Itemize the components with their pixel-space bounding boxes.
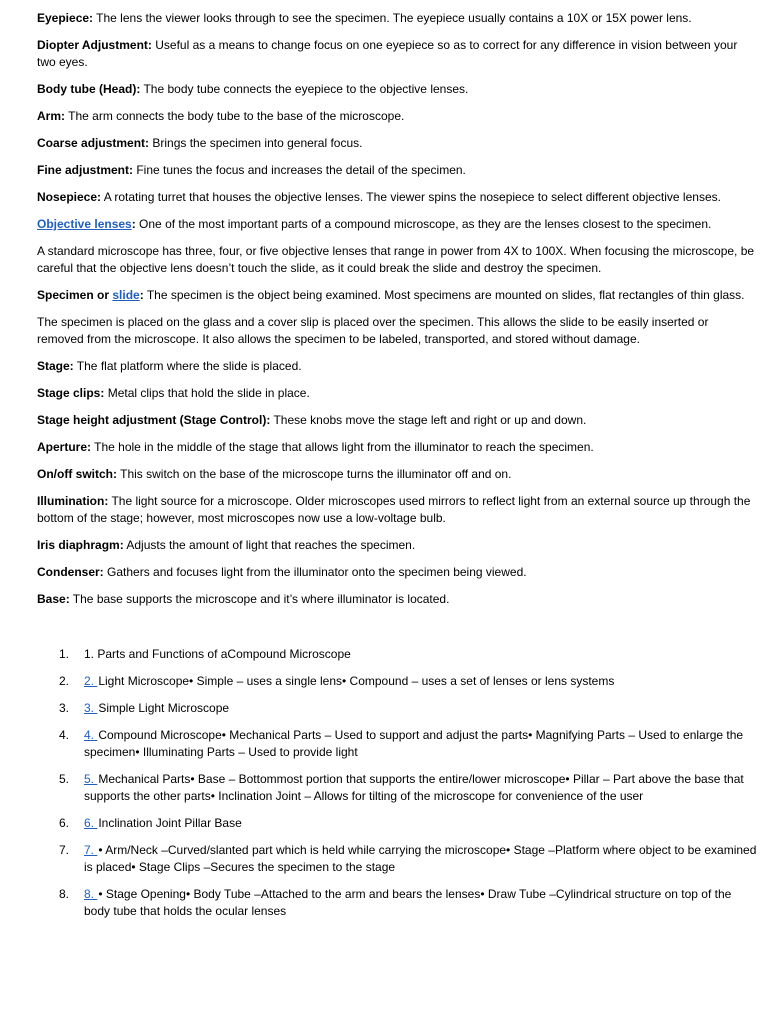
list-item (37, 727, 758, 761)
list-number: 2. (59, 674, 70, 688)
glossary-entry-fine-adjustment (37, 162, 758, 179)
slide-link-7[interactable]: 7. (84, 843, 98, 857)
glossary-entry-diopter (37, 37, 758, 71)
list-item-text: Light Microscope• Simple – uses a single lens• Compound – uses a set of lenses or lens systems (98, 674, 615, 688)
specimen-placement-paragraph: The specimen is placed on the glass and a cover slip is placed over the specimen. This allows the slide to be easily inserted or removed from the microscope. It also allows the specimen to be labeled, transported, and stored without damage. (37, 315, 709, 346)
list-item-text: Simple Light Microscope (98, 701, 230, 715)
glossary-term: Coarse adjustment: (37, 136, 150, 150)
glossary-entry-objective-lenses (37, 216, 758, 233)
glossary-definition: Useful as a means to change focus on one eyepiece so as to correct for any difference in vision between your two eyes. (37, 38, 738, 69)
glossary-definition: The body tube connects the eyepiece to the objective lenses. (140, 82, 469, 96)
list-item (37, 886, 758, 920)
list-item (37, 646, 758, 663)
glossary-term-colon: : (139, 288, 144, 302)
glossary-entry-specimen (37, 287, 758, 304)
slide-link-5[interactable]: 5. (84, 772, 98, 786)
list-item-text: 1. Parts and Functions of aCompound Microscope (84, 647, 351, 661)
glossary-definition: These knobs move the stage left and right or up and down. (270, 413, 587, 427)
glossary-term: Aperture: (37, 440, 92, 454)
glossary-definition: The lens the viewer looks through to see the specimen. The eyepiece usually contains a 10X or 15X power lens. (93, 11, 692, 25)
list-item (37, 842, 758, 876)
glossary-term: On/off switch: (37, 467, 117, 481)
glossary-entry-arm (37, 108, 758, 125)
list-number: 8. (59, 887, 70, 901)
glossary-definition: The flat platform where the slide is placed. (73, 359, 302, 373)
glossary-entry-aperture (37, 439, 758, 456)
glossary-term: Diopter Adjustment: (37, 38, 152, 52)
glossary-term: Eyepiece: (37, 11, 94, 25)
glossary-term: Stage height adjustment (Stage Control): (37, 413, 271, 427)
list-item (37, 700, 758, 717)
glossary-term: Specimen or (37, 288, 113, 302)
list-item-text: • Arm/Neck –Curved/slanted part which is held while carrying the microscope• Stage –Platform where object to be examined is placed• Stage Clips –Secures the specimen to the stage (84, 843, 757, 874)
glossary-definition: Metal clips that hold the slide in place. (104, 386, 310, 400)
glossary-term-colon: : (131, 217, 136, 231)
slide-link-6[interactable]: 6. (84, 816, 98, 830)
glossary-definition: Fine tunes the focus and increases the detail of the specimen. (133, 163, 466, 177)
glossary-entry-base (37, 591, 758, 608)
list-number: 5. (59, 772, 70, 786)
list-item-text: • Stage Opening• Body Tube –Attached to the arm and bears the lenses• Draw Tube –Cylindrical structure on top of the body tube that holds the ocular lenses (84, 887, 732, 918)
glossary-term: Base: (37, 592, 70, 606)
list-number: 4. (59, 728, 70, 742)
glossary-definition: One of the most important parts of a compound microscope, as they are the lenses closest to the specimen. (135, 217, 712, 231)
glossary-term: Illumination: (37, 494, 109, 508)
slide-link-4[interactable]: 4. (84, 728, 98, 742)
list-number: 7. (59, 843, 70, 857)
glossary-term: Fine adjustment: (37, 163, 134, 177)
list-number: 6. (59, 816, 70, 830)
glossary-entry-iris-diaphragm (37, 537, 758, 554)
list-number: 3. (59, 701, 70, 715)
glossary-term: Arm: (37, 109, 66, 123)
glossary-entry-illumination (37, 493, 758, 527)
glossary-term: Stage: (37, 359, 74, 373)
glossary-definition: Adjusts the amount of light that reaches the specimen. (123, 538, 416, 552)
glossary-term: Nosepiece: (37, 190, 102, 204)
glossary-definition: Gathers and focuses light from the illuminator onto the specimen being viewed. (103, 565, 527, 579)
list-item (37, 673, 758, 690)
glossary-entry-coarse-adjustment (37, 135, 758, 152)
glossary-term: Iris diaphragm: (37, 538, 124, 552)
glossary-definition: The hole in the middle of the stage that allows light from the illuminator to reach the specimen. (91, 440, 594, 454)
glossary-definition: The arm connects the body tube to the base of the microscope. (65, 109, 405, 123)
list-item (37, 771, 758, 805)
slide-link-2[interactable]: 2. (84, 674, 98, 688)
glossary-entry-eyepiece (37, 10, 758, 27)
glossary-definition: The light source for a microscope. Older microscopes used mirrors to reflect light from an external source up through the bottom of the stage; however, most microscopes now use a low-voltage bulb. (37, 494, 751, 525)
glossary-entry-body-tube (37, 81, 758, 98)
glossary-entry-condenser (37, 564, 758, 581)
list-item-text: Compound Microscope• Mechanical Parts – Used to support and adjust the parts• Magnifying Parts – Used to enlarge the specimen• Illuminating Parts – Used to provide light (84, 728, 744, 759)
glossary-definition: Brings the specimen into general focus. (149, 136, 363, 150)
glossary-definition: This switch on the base of the microscope turns the illuminator off and on. (117, 467, 512, 481)
standard-microscope-paragraph: A standard microscope has three, four, or five objective lenses that range in power from 4X to 100X. When focusing the microscope, be careful that the objective lens doesn’t touch the slide, as it could break the slide and destroy the specimen. (37, 244, 755, 275)
glossary-entry-nosepiece (37, 189, 758, 206)
slide-link-3[interactable]: 3. (84, 701, 98, 715)
glossary-definition: A rotating turret that houses the objective lenses. The viewer spins the nosepiece to select different objective lenses. (101, 190, 721, 204)
list-item-text: Mechanical Parts• Base – Bottommost portion that supports the entire/lower microscope• Pillar – Part above the base that supports the other parts• Inclination Joint – Allows for tilting of the microscope for convenience of the user (84, 772, 744, 803)
objective-lenses-link[interactable]: Objective lenses (37, 217, 132, 231)
list-item (37, 815, 758, 832)
list-item-text: Inclination Joint Pillar Base (98, 816, 242, 830)
glossary-entry-stage-height (37, 412, 758, 429)
glossary-term: Body tube (Head): (37, 82, 141, 96)
glossary-definition: The base supports the microscope and it’s where illuminator is located. (69, 592, 450, 606)
slide-link-8[interactable]: 8. (84, 887, 98, 901)
glossary-entry-stage-clips (37, 385, 758, 402)
slide-list (37, 646, 758, 920)
slide-link[interactable]: slide (112, 288, 140, 302)
list-number: 1. (59, 647, 70, 661)
glossary-entry-stage (37, 358, 758, 375)
glossary-entry-on-off-switch (37, 466, 758, 483)
glossary-definition: The specimen is the object being examined. Most specimens are mounted on slides, flat rectangles of thin glass. (143, 288, 745, 302)
glossary-term: Condenser: (37, 565, 104, 579)
glossary-term: Stage clips: (37, 386, 105, 400)
section-spacer (37, 618, 758, 646)
